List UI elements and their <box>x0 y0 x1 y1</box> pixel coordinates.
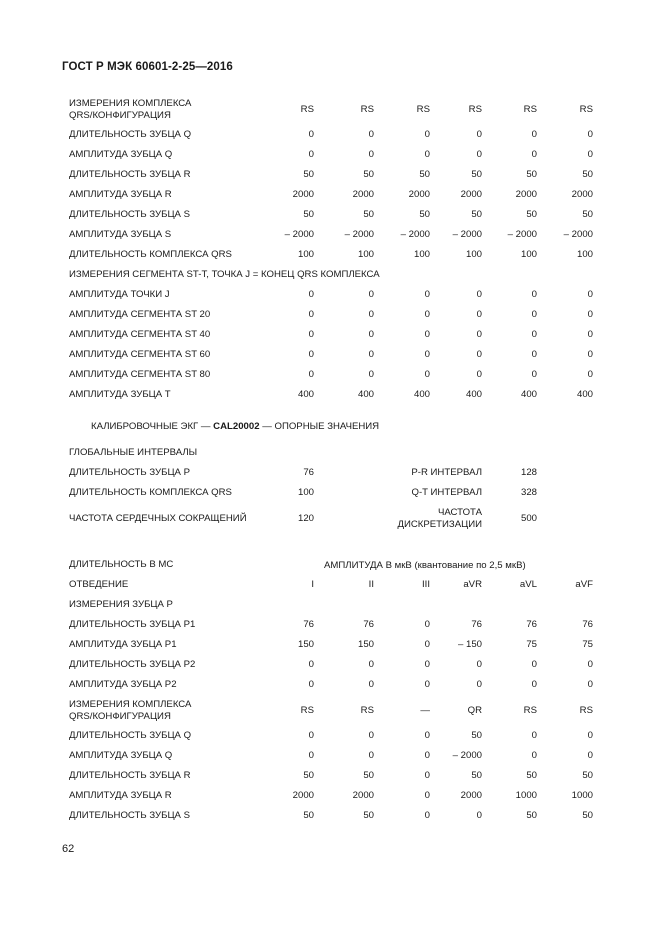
cell: 2000 <box>352 790 374 801</box>
sampling-rate-label <box>397 507 482 531</box>
row-label: АМПЛИТУДА ЗУБЦА Q <box>69 750 173 761</box>
cell: 2000 <box>571 189 593 200</box>
cell: 0 <box>476 289 482 300</box>
cell: 100 <box>297 249 314 260</box>
config-label <box>69 699 191 722</box>
p-duration-value: 76 <box>303 467 314 478</box>
cell: 0 <box>531 129 537 140</box>
cell: 400 <box>413 389 430 400</box>
cell: RS <box>579 104 593 115</box>
cell: 76 <box>526 619 537 630</box>
cell: 0 <box>476 659 482 670</box>
cell: 0 <box>308 149 314 160</box>
cell: 2000 <box>460 189 482 200</box>
cell: 0 <box>476 810 482 821</box>
sampling-rate-label-line2: ДИСКРЕТИЗАЦИИ <box>397 519 482 530</box>
cell: 0 <box>424 750 430 761</box>
cell: 0 <box>531 309 537 320</box>
cell: 0 <box>476 349 482 360</box>
row-label: ДЛИТЕЛЬНОСТЬ ЗУБЦА Q <box>69 730 192 741</box>
cell: 0 <box>308 329 314 340</box>
heart-rate-label: ЧАСТОТА СЕРДЕЧНЫХ СОКРАЩЕНИЙ <box>69 513 247 524</box>
cell: 2000 <box>408 189 430 200</box>
cell: 76 <box>363 619 374 630</box>
row-label: ДЛИТЕЛЬНОСТЬ ЗУБЦА S <box>69 810 190 821</box>
cell: 0 <box>308 129 314 140</box>
config-label-line2: QRS/КОНФИГУРАЦИЯ <box>69 710 171 722</box>
caption-suffix: — ОПОРНЫЕ ЗНАЧЕНИЯ <box>259 421 380 432</box>
row-label: АМПЛИТУДА ЗУБЦА P1 <box>69 639 177 650</box>
cell: 100 <box>357 249 374 260</box>
cell: 150 <box>297 639 314 650</box>
cell: 76 <box>582 619 593 630</box>
cell: QR <box>467 705 482 716</box>
row-label: ДЛИТЕЛЬНОСТЬ ЗУБЦА P2 <box>69 659 196 670</box>
cell: 0 <box>368 659 374 670</box>
cell: 100 <box>465 249 482 260</box>
row-label: АМПЛИТУДА СЕГМЕНТА ST 40 <box>69 329 211 340</box>
cell: 50 <box>419 169 430 180</box>
cell: 50 <box>471 209 482 220</box>
cell: RS <box>360 104 374 115</box>
cell: 0 <box>587 129 593 140</box>
cell: 0 <box>308 309 314 320</box>
cell: 2000 <box>515 189 537 200</box>
cell: 50 <box>419 209 430 220</box>
cell: 0 <box>308 750 314 761</box>
config-label-line2: QRS/КОНФИГУРАЦИЯ <box>69 109 171 121</box>
cell: 0 <box>424 730 430 741</box>
cell: – 2000 <box>452 229 482 240</box>
cell: 50 <box>526 169 537 180</box>
cell: 0 <box>368 730 374 741</box>
row-label: ДЛИТЕЛЬНОСТЬ ЗУБЦА R <box>69 770 191 781</box>
cell: 0 <box>531 149 537 160</box>
st-section-title: ИЗМЕРЕНИЯ СЕГМЕНТА ST-T, ТОЧКА J = КОНЕЦ QRS КОМПЛЕКСА <box>69 269 380 280</box>
cell: 2000 <box>460 790 482 801</box>
cell: 400 <box>297 389 314 400</box>
cell: 75 <box>526 639 537 650</box>
qt-interval-label: Q-T ИНТЕРВАЛ <box>411 487 482 498</box>
cell: 0 <box>368 349 374 360</box>
cell: 0 <box>531 289 537 300</box>
cell: 0 <box>476 129 482 140</box>
cell: RS <box>300 104 314 115</box>
cell: 75 <box>582 639 593 650</box>
p-duration-label: ДЛИТЕЛЬНОСТЬ ЗУБЦА P <box>69 467 190 478</box>
cell: 50 <box>471 770 482 781</box>
caption-prefix: КАЛИБРОВОЧНЫЕ ЭКГ — <box>91 421 214 432</box>
cell: 50 <box>526 209 537 220</box>
cell: 0 <box>587 349 593 360</box>
qrs-duration-label: ДЛИТЕЛЬНОСТЬ КОМПЛЕКСА QRS <box>69 487 232 498</box>
cell: 2000 <box>352 189 374 200</box>
row-label: АМПЛИТУДА ТОЧКИ J <box>69 289 170 300</box>
cell: – 2000 <box>507 229 537 240</box>
cell: 50 <box>582 169 593 180</box>
cell: 50 <box>526 770 537 781</box>
cell: – 2000 <box>400 229 430 240</box>
cell: 400 <box>520 389 537 400</box>
amplitude-unit-label: АМПЛИТУДА В мкВ (квантование по 2,5 мкВ) <box>324 560 526 571</box>
row-label: АМПЛИТУДА ЗУБЦА T <box>69 389 171 400</box>
row-label: АМПЛИТУДА ЗУБЦА R <box>69 790 172 801</box>
lead-header: aVF <box>575 579 593 590</box>
cell: 0 <box>587 309 593 320</box>
cell: 0 <box>476 149 482 160</box>
cell: 50 <box>303 169 314 180</box>
cell: RS <box>360 705 374 716</box>
cell: 50 <box>363 169 374 180</box>
cell: 0 <box>531 349 537 360</box>
cell: 0 <box>587 369 593 380</box>
row-label: АМПЛИТУДА ЗУБЦА Q <box>69 149 173 160</box>
cell: 0 <box>424 810 430 821</box>
cell: 0 <box>368 289 374 300</box>
cell: 50 <box>303 209 314 220</box>
cell: 0 <box>368 149 374 160</box>
cell: 100 <box>413 249 430 260</box>
cell: 0 <box>476 369 482 380</box>
cell: 0 <box>587 750 593 761</box>
row-label: АМПЛИТУДА ЗУБЦА R <box>69 189 172 200</box>
row-label: АМПЛИТУДА ЗУБЦА P2 <box>69 679 177 690</box>
cell: 0 <box>368 679 374 690</box>
duration-unit-label: ДЛИТЕЛЬНОСТЬ В МС <box>69 559 174 570</box>
cell: 0 <box>476 329 482 340</box>
global-intervals-title: ГЛОБАЛЬНЫЕ ИНТЕРВАЛЫ <box>69 447 198 458</box>
cell: 0 <box>424 790 430 801</box>
row-label: АМПЛИТУДА СЕГМЕНТА ST 60 <box>69 349 211 360</box>
cell: 1000 <box>515 790 537 801</box>
page-number: 62 <box>62 843 75 855</box>
cell: 0 <box>424 309 430 320</box>
cell: 100 <box>520 249 537 260</box>
cell: 0 <box>587 659 593 670</box>
cell: RS <box>523 104 537 115</box>
cell: 0 <box>424 770 430 781</box>
row-label: ДЛИТЕЛЬНОСТЬ КОМПЛЕКСА QRS <box>69 249 232 260</box>
cell: 0 <box>587 679 593 690</box>
cell: 400 <box>465 389 482 400</box>
cell: 50 <box>582 810 593 821</box>
cell: 0 <box>587 289 593 300</box>
cell: 50 <box>582 770 593 781</box>
row-label: АМПЛИТУДА ЗУБЦА S <box>69 229 172 240</box>
sampling-rate-label-line1: ЧАСТОТА <box>437 507 482 518</box>
cell: 0 <box>424 619 430 630</box>
cell: 2000 <box>292 790 314 801</box>
caption <box>91 421 379 432</box>
heart-rate-value: 120 <box>297 513 314 524</box>
qrs-duration-value: 100 <box>297 487 314 498</box>
cell: 0 <box>424 679 430 690</box>
qt-interval-value: 328 <box>520 487 537 498</box>
cell: 0 <box>368 329 374 340</box>
cell: 0 <box>308 289 314 300</box>
cell: 0 <box>424 129 430 140</box>
caption-code: CAL20002 <box>213 421 260 432</box>
cell: 2000 <box>292 189 314 200</box>
p-section-title: ИЗМЕРЕНИЯ ЗУБЦА P <box>69 599 173 610</box>
cell: 0 <box>368 750 374 761</box>
cell: 50 <box>471 730 482 741</box>
cell: 0 <box>424 369 430 380</box>
cell: 50 <box>363 209 374 220</box>
document-title: ГОСТ Р МЭК 60601-2-25—2016 <box>62 61 233 73</box>
cell: 100 <box>576 249 593 260</box>
cell: 0 <box>531 679 537 690</box>
cell: 50 <box>363 770 374 781</box>
cell: 0 <box>424 149 430 160</box>
cell: RS <box>416 104 430 115</box>
lead-header: II <box>368 579 374 590</box>
cell: – 2000 <box>284 229 314 240</box>
cell: 0 <box>587 149 593 160</box>
cell: RS <box>579 705 593 716</box>
cell: 0 <box>424 659 430 670</box>
lead-header: aVR <box>463 579 482 590</box>
cell: 150 <box>357 639 374 650</box>
cell: 0 <box>424 289 430 300</box>
cell: 76 <box>471 619 482 630</box>
row-label: ДЛИТЕЛЬНОСТЬ ЗУБЦА R <box>69 169 191 180</box>
cell: — <box>420 705 430 716</box>
lead-label: ОТВЕДЕНИЕ <box>69 579 129 590</box>
config-label-line1: ИЗМЕРЕНИЯ КОМПЛЕКСА <box>69 98 192 109</box>
cell: 400 <box>357 389 374 400</box>
cell: 50 <box>526 810 537 821</box>
cell: 50 <box>303 810 314 821</box>
cell: 0 <box>476 679 482 690</box>
sampling-rate-value: 500 <box>520 513 537 524</box>
row-label: ДЛИТЕЛЬНОСТЬ ЗУБЦА Q <box>69 129 192 140</box>
cell: 50 <box>582 209 593 220</box>
cell: 0 <box>424 329 430 340</box>
cell: 0 <box>308 349 314 360</box>
pr-interval-label: P-R ИНТЕРВАЛ <box>411 467 482 478</box>
pr-interval-value: 128 <box>520 467 537 478</box>
cell: RS <box>468 104 482 115</box>
row-label: АМПЛИТУДА СЕГМЕНТА ST 80 <box>69 369 211 380</box>
row-label: ДЛИТЕЛЬНОСТЬ ЗУБЦА P1 <box>69 619 196 630</box>
row-label: АМПЛИТУДА СЕГМЕНТА ST 20 <box>69 309 211 320</box>
cell: 50 <box>363 810 374 821</box>
cell: 0 <box>308 679 314 690</box>
cell: 0 <box>308 369 314 380</box>
cell: 50 <box>303 770 314 781</box>
lead-header: aVL <box>519 579 537 590</box>
cell: 0 <box>308 659 314 670</box>
cell: – 2000 <box>563 229 593 240</box>
cell: 0 <box>308 730 314 741</box>
lead-header: I <box>311 579 314 590</box>
cell: 0 <box>368 369 374 380</box>
cell: 0 <box>531 329 537 340</box>
cell: RS <box>300 705 314 716</box>
cell: 1000 <box>571 790 593 801</box>
cell: 0 <box>424 639 430 650</box>
cell: 0 <box>531 369 537 380</box>
row-label: ДЛИТЕЛЬНОСТЬ ЗУБЦА S <box>69 209 190 220</box>
cell: 0 <box>531 730 537 741</box>
cell: 0 <box>531 659 537 670</box>
config-label-line1: ИЗМЕРЕНИЯ КОМПЛЕКСА <box>69 699 192 710</box>
cell: 0 <box>368 309 374 320</box>
cell: 76 <box>303 619 314 630</box>
cell: – 2000 <box>452 750 482 761</box>
cell: – 2000 <box>344 229 374 240</box>
cell: 400 <box>576 389 593 400</box>
cell: 0 <box>368 129 374 140</box>
lead-header: III <box>422 579 430 590</box>
cell: RS <box>523 705 537 716</box>
cell: 50 <box>471 169 482 180</box>
cell: 0 <box>424 349 430 360</box>
cell: 0 <box>587 329 593 340</box>
cell: 0 <box>587 730 593 741</box>
cell: – 150 <box>457 639 482 650</box>
cell: 0 <box>531 750 537 761</box>
config-label <box>69 98 191 121</box>
cell: 0 <box>476 309 482 320</box>
